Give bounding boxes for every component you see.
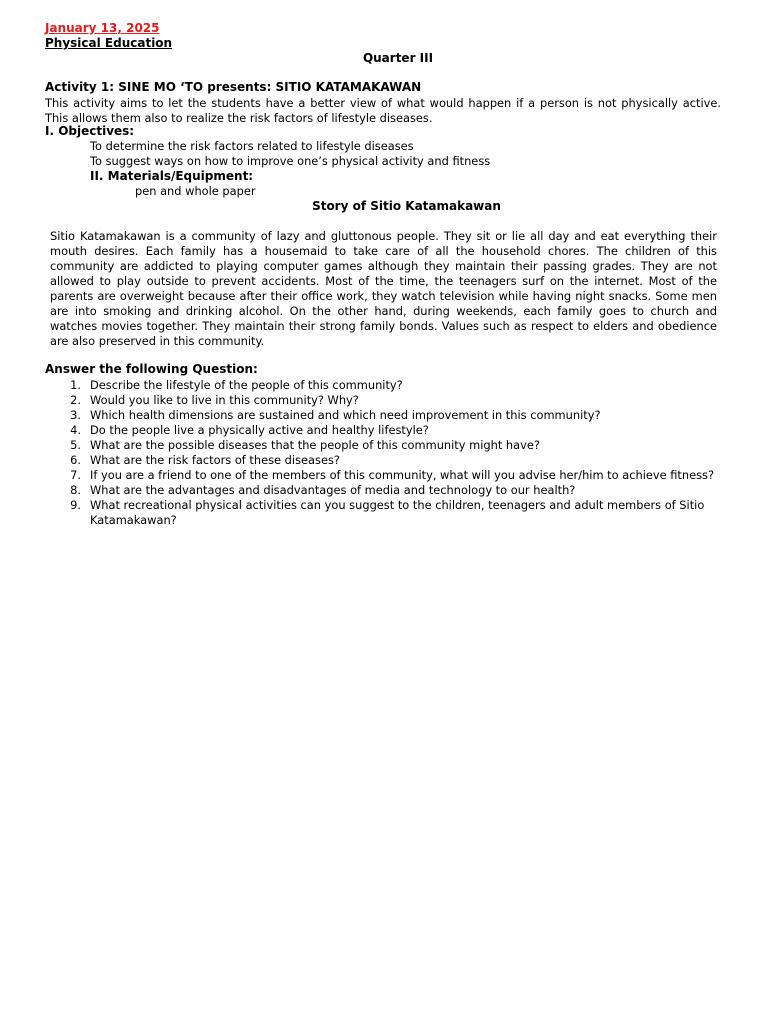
question-text: Do the people live a physically active and healthy lifestyle? [90, 423, 429, 437]
question-text: If you are a friend to one of the members of this community, what will you advise her/him to achieve fitness? [90, 468, 715, 482]
date-heading: January 13, 2025 [45, 21, 160, 35]
activity-title: Activity 1: SINE MO ‘TO presents: SITIO KATAMAKAWAN [45, 80, 422, 94]
question-number: 7. [70, 468, 81, 482]
question-text: What are the risk factors of these diseases? [90, 453, 340, 467]
subject-heading: Physical Education [45, 36, 173, 50]
materials-heading: II. Materials/Equipment: [90, 169, 254, 183]
question-item [45, 453, 715, 468]
question-number: 2. [70, 393, 81, 407]
question-number: 5. [70, 438, 81, 452]
question-text: What are the possible diseases that the people of this community might have? [90, 438, 540, 452]
question-number: 4. [70, 423, 81, 437]
question-text: Describe the lifestyle of the people of this community? [90, 378, 403, 392]
question-item [45, 423, 715, 438]
questions-list [45, 378, 715, 528]
question-item [45, 483, 715, 498]
question-item [45, 378, 715, 393]
story-body: Sitio Katamakawan is a community of lazy and gluttonous people. They sit or lie all day and eat everything their mouth desires. Each family has a housemaid to take care of all the household chores. The children of this community are addicted to playing computer games although they maintain their passing grades. They are not allowed to play outside to prevent accidents. Most of the time, the teenagers surf on the internet. Most of the parents are overweight because after their office work, they watch television while having night snacks. Some men are into smoking and drinking alcohol. On the other hand, during weekends, each family goes to church and watches movies together. They maintain their strong family bonds. Values such as respect to elders and obedience are also preserved in this community. [50, 229, 717, 348]
questions-heading: Answer the following Question: [45, 362, 258, 376]
question-number: 8. [70, 483, 81, 497]
objective-item: To determine the risk factors related to lifestyle diseases [90, 139, 414, 153]
materials-text: pen and whole paper [135, 184, 256, 198]
question-number: 9. [70, 498, 81, 512]
question-text: Would you like to live in this community? Why? [90, 393, 359, 407]
objectives-heading: I. Objectives: [45, 124, 135, 138]
question-text: What recreational physical activities can you suggest to the children, teenagers and adult members of Sitio Katamakawan? [90, 498, 705, 527]
quarter-heading: Quarter III [362, 51, 434, 65]
question-number: 3. [70, 408, 81, 422]
question-text: What are the advantages and disadvantages of media and technology to our health? [90, 483, 576, 497]
objective-item: To suggest ways on how to improve one’s physical activity and fitness [90, 154, 491, 168]
question-item [45, 393, 715, 408]
question-text: Which health dimensions are sustained and which need improvement in this community? [90, 408, 601, 422]
question-item [45, 438, 715, 453]
question-item [45, 408, 715, 423]
question-number: 1. [70, 378, 81, 392]
activity-intro: This activity aims to let the students have a better view of what would happen if a person is not physically active. This allows them also to realize the risk factors of lifestyle diseases. [45, 96, 721, 125]
story-title: Story of Sitio Katamakawan [312, 199, 501, 213]
question-number: 6. [70, 453, 81, 467]
question-item [45, 468, 715, 483]
question-item [45, 498, 715, 528]
